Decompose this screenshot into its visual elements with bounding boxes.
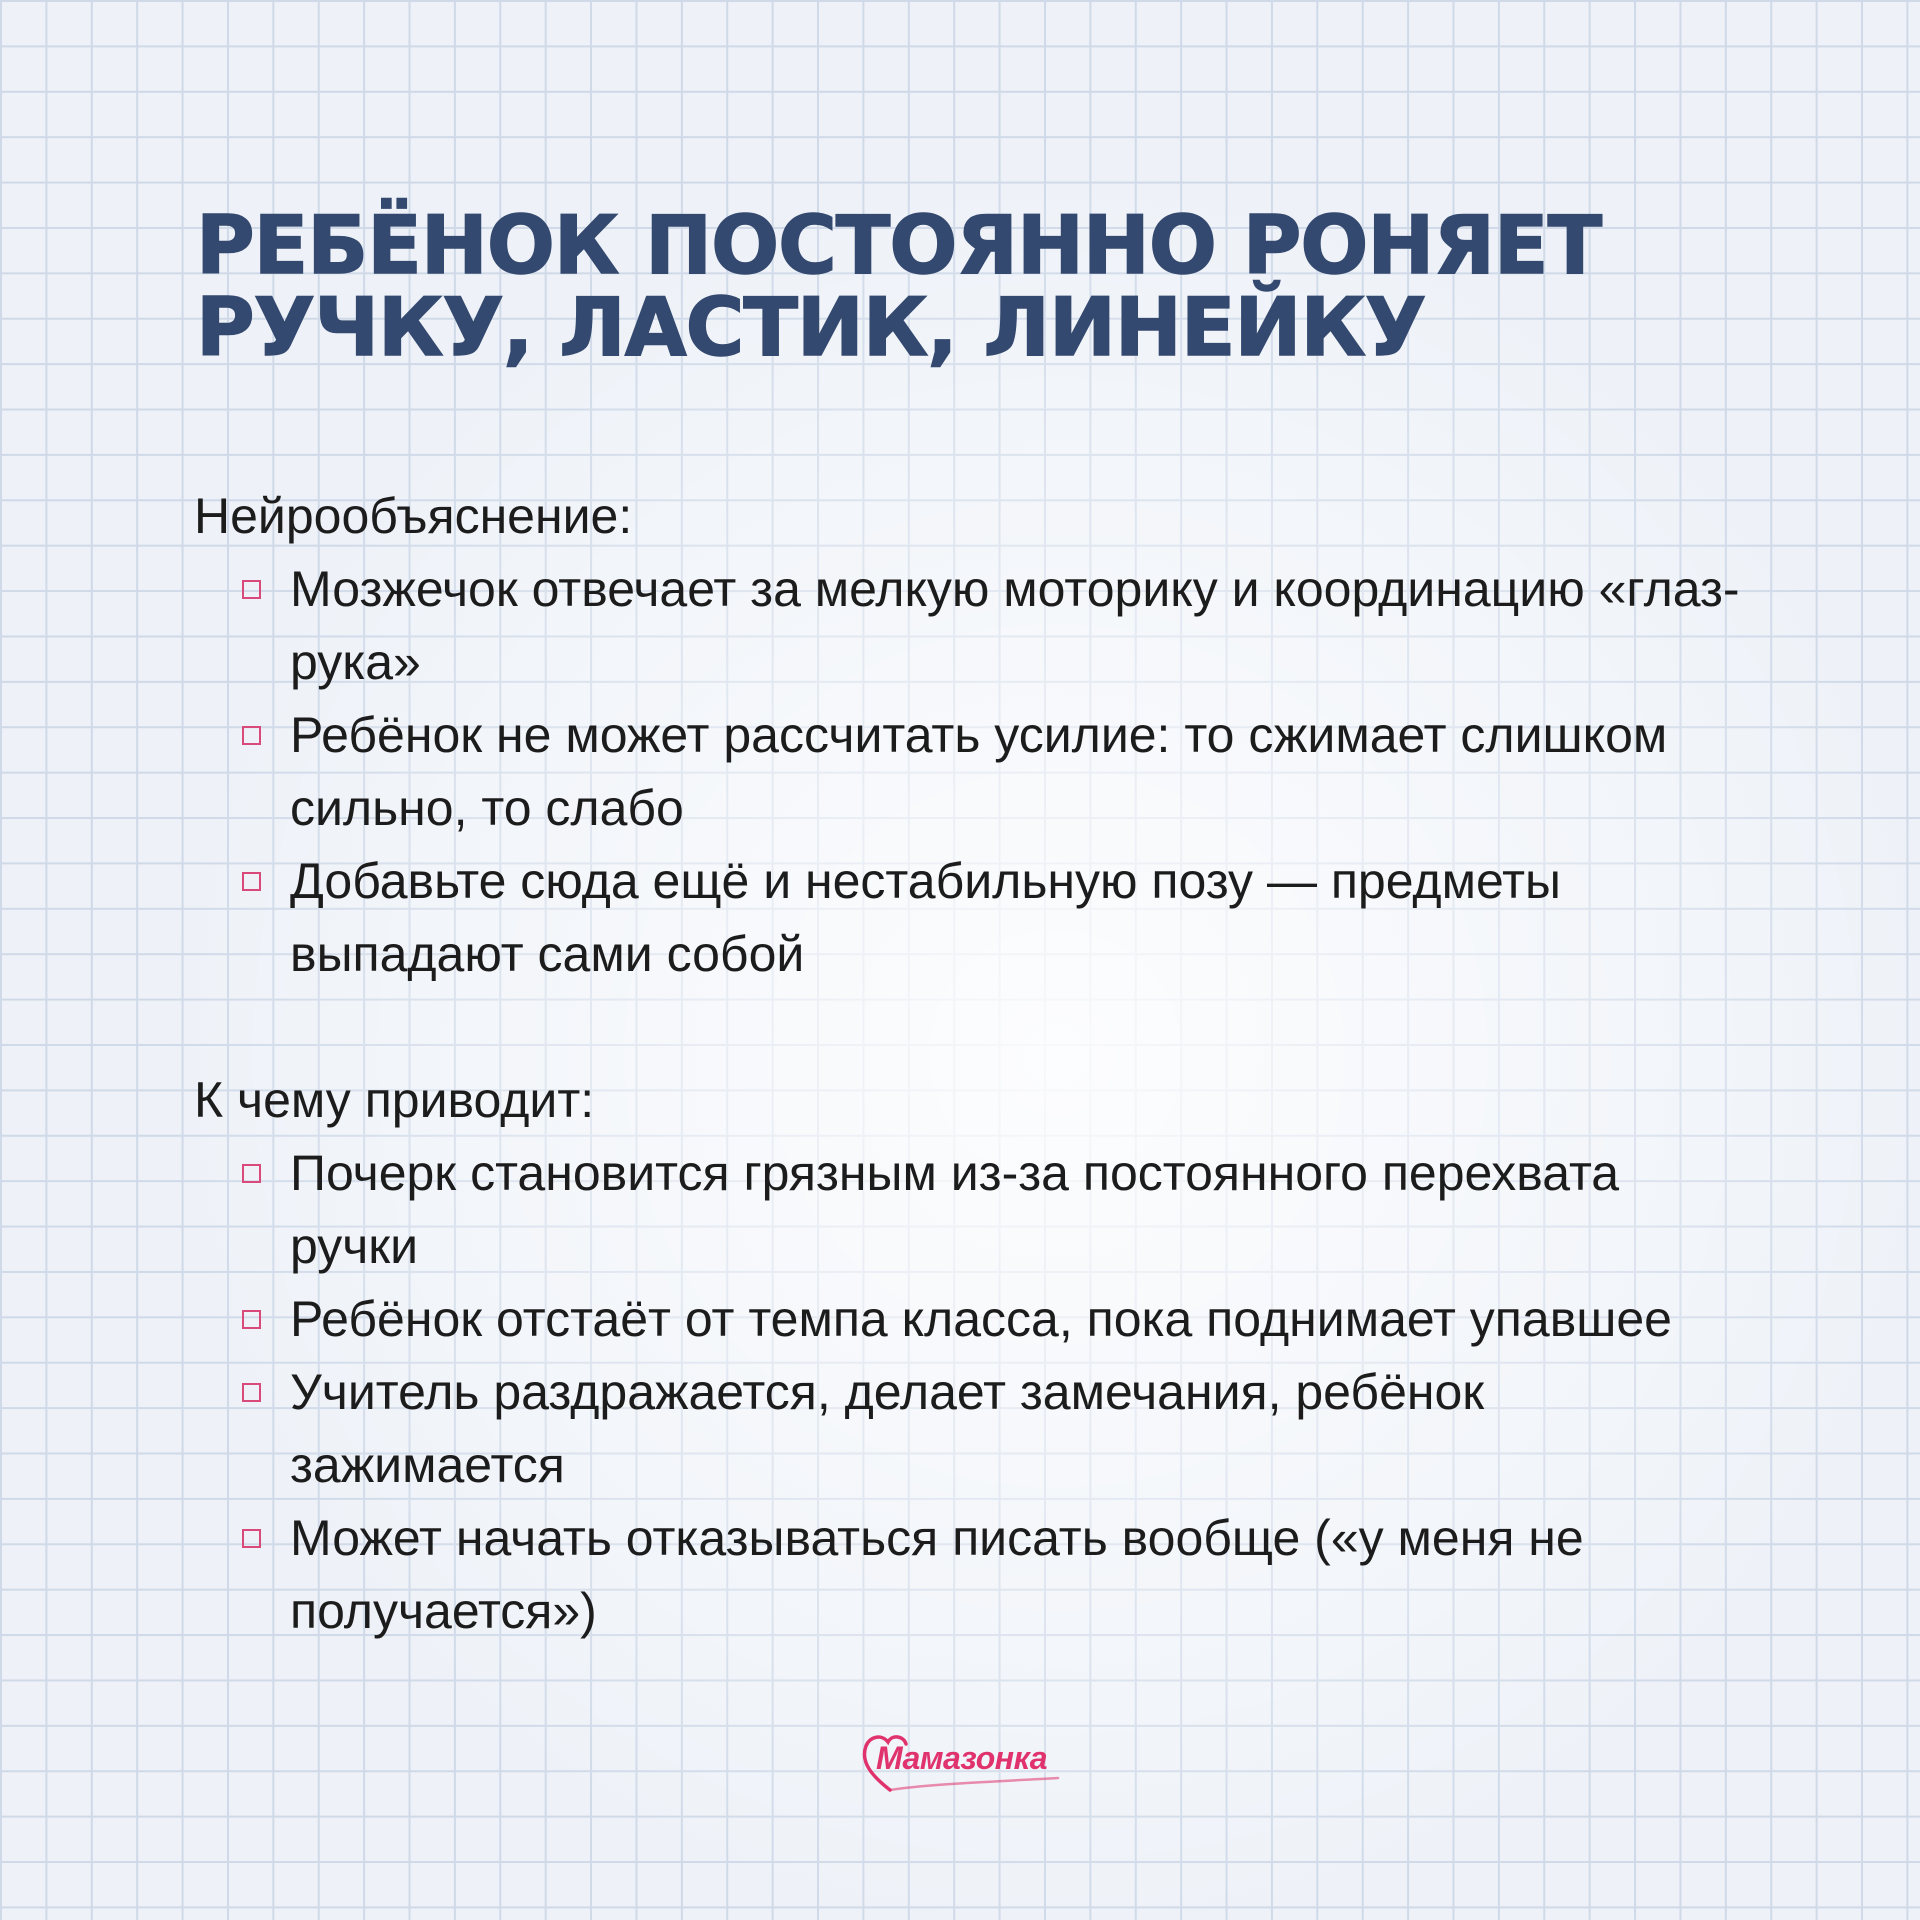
square-bullet-icon (242, 726, 261, 745)
section-neuro-explanation (194, 480, 1754, 991)
list-item-text: Добавьте сюда ещё и нестабильную позу — предметы выпадают сами собой (290, 853, 1561, 982)
section-consequences (194, 1064, 1754, 1648)
list-item-text: Мозжечок отвечает за мелкую моторику и координацию «глаз-рука» (290, 561, 1740, 690)
square-bullet-icon (242, 1164, 261, 1183)
square-bullet-icon (242, 1310, 261, 1329)
list-item (194, 1502, 1754, 1648)
title-line-1: РЕБЁНОК ПОСТОЯННО РОНЯЕТ (196, 199, 1602, 292)
list-item (194, 699, 1754, 845)
page-title (196, 199, 1796, 374)
list-item (194, 1137, 1754, 1283)
list-item-text: Почерк становится грязным из-за постоянного перехвата ручки (290, 1145, 1620, 1274)
content-body (194, 480, 1754, 1648)
list-item (194, 1356, 1754, 1502)
list-item-text: Ребёнок не может рассчитать усилие: то сжимает слишком сильно, то слабо (290, 707, 1668, 836)
square-bullet-icon (242, 872, 261, 891)
list-item-text: Может начать отказываться писать вообще («у меня не получается») (290, 1510, 1584, 1639)
square-bullet-icon (242, 580, 261, 599)
title-line-2: РУЧКУ, ЛАСТИК, ЛИНЕЙКУ (196, 281, 1426, 374)
section-heading: Нейрообъяснение: (194, 488, 633, 544)
list-item (194, 553, 1754, 699)
list-item (194, 845, 1754, 991)
section-heading: К чему приводит: (194, 1072, 595, 1128)
bullet-list (194, 553, 1754, 991)
list-item (194, 1283, 1754, 1356)
brand-logo (858, 1728, 1068, 1794)
brand-name: Мамазонка (876, 1740, 1047, 1776)
square-bullet-icon (242, 1383, 261, 1402)
square-bullet-icon (242, 1529, 261, 1548)
bullet-list (194, 1137, 1754, 1648)
list-item-text: Учитель раздражается, делает замечания, ребёнок зажимается (290, 1364, 1485, 1493)
list-item-text: Ребёнок отстаёт от темпа класса, пока поднимает упавшее (290, 1291, 1672, 1347)
